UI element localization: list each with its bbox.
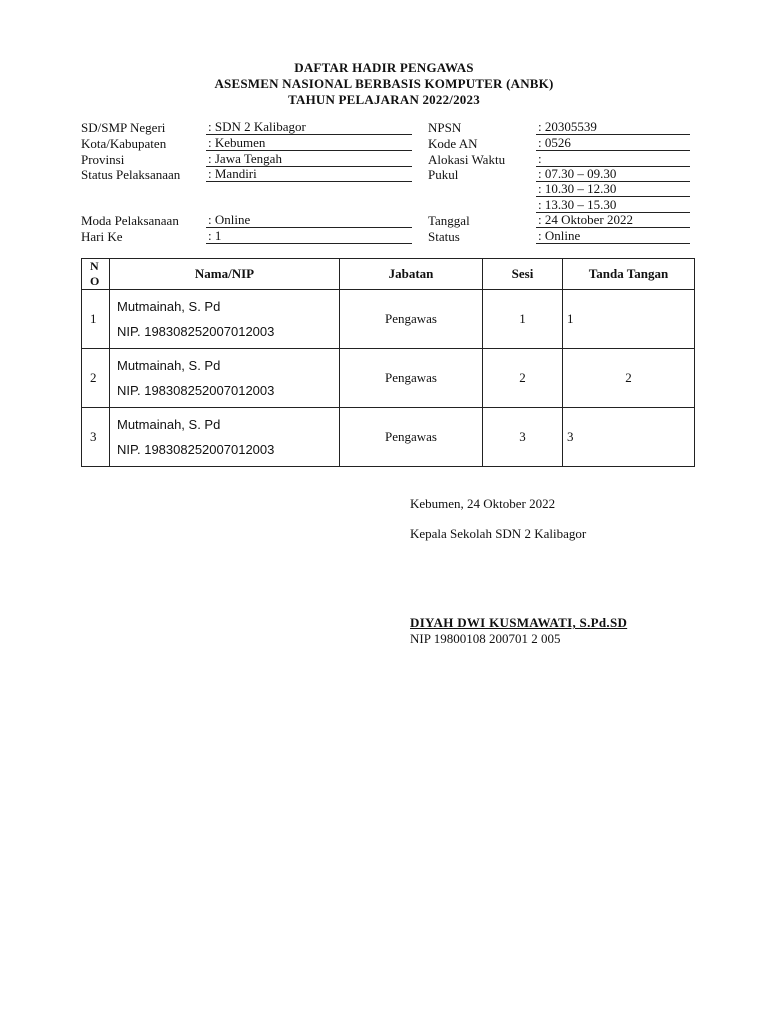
row-jabatan: Pengawas [340, 349, 483, 408]
title-line-2: ASESMEN NASIONAL BERBASIS KOMPUTER (ANBK) [214, 76, 554, 91]
pukul-value-3: : 13.30 – 15.30 [536, 198, 690, 213]
status-label: Status [428, 229, 460, 244]
row-nip: NIP. 198308252007012003 [117, 324, 275, 339]
moda-label: Moda Pelaksanaan [81, 213, 179, 228]
place-date: Kebumen, 24 Oktober 2022 [410, 496, 556, 511]
signer-name: DIYAH DWI KUSMAWATI, S.Pd.SD [410, 615, 628, 630]
attendance-table [81, 258, 695, 467]
row-name-cell [110, 408, 340, 467]
row-name: Mutmainah, S. Pd [117, 358, 221, 373]
row-name: Mutmainah, S. Pd [117, 417, 221, 432]
city-value: : Kebumen [206, 136, 412, 151]
header-jabatan: Jabatan [340, 259, 483, 290]
alokasi-waktu-value: : [536, 152, 690, 167]
row-nip: NIP. 198308252007012003 [117, 442, 275, 457]
province-label: Provinsi [81, 152, 125, 167]
row-jabatan: Pengawas [340, 290, 483, 349]
row-jabatan: Pengawas [340, 408, 483, 467]
alokasi-waktu-label: Alokasi Waktu [428, 152, 506, 167]
title-line-3: TAHUN PELAJARAN 2022/2023 [288, 92, 480, 107]
npsn-value: : 20305539 [536, 120, 690, 135]
table-row [82, 408, 695, 467]
pukul-value-2: : 10.30 – 12.30 [536, 182, 690, 197]
title-line-1: DAFTAR HADIR PENGAWAS [294, 60, 474, 75]
school-value: : SDN 2 Kalibagor [206, 120, 412, 135]
header-no [82, 259, 110, 290]
signer-position: Kepala Sekolah SDN 2 Kalibagor [410, 526, 587, 541]
pukul-label: Pukul [428, 167, 459, 182]
moda-value: : Online [206, 213, 412, 228]
status-value: : Online [536, 229, 690, 244]
row-nip: NIP. 198308252007012003 [117, 383, 275, 398]
pukul-value-1: : 07.30 – 09.30 [536, 167, 690, 182]
province-value: : Jawa Tengah [206, 152, 412, 167]
row-no: 3 [82, 408, 110, 467]
row-sesi: 1 [483, 290, 563, 349]
school-label: SD/SMP Negeri [81, 120, 166, 135]
row-sesi: 2 [483, 349, 563, 408]
table-header-row [82, 259, 695, 290]
header-no-line2: O [90, 274, 100, 288]
header-tanda-tangan: Tanda Tangan [563, 259, 695, 290]
row-signature: 2 [563, 349, 695, 408]
header-sesi: Sesi [483, 259, 563, 290]
npsn-label: NPSN [428, 120, 462, 135]
row-name: Mutmainah, S. Pd [117, 299, 221, 314]
tanggal-value: : 24 Oktober 2022 [536, 213, 690, 228]
status-pelaksanaan-label: Status Pelaksanaan [81, 167, 181, 182]
signer-nip: NIP 19800108 200701 2 005 [410, 631, 561, 646]
row-signature: 1 [563, 290, 695, 349]
row-no: 1 [82, 290, 110, 349]
hari-label: Hari Ke [81, 229, 123, 244]
row-signature: 3 [563, 408, 695, 467]
row-name-cell [110, 349, 340, 408]
city-label: Kota/Kabupaten [81, 136, 167, 151]
kode-an-value: : 0526 [536, 136, 690, 151]
table-row [82, 349, 695, 408]
table-row [82, 290, 695, 349]
row-name-cell [110, 290, 340, 349]
row-sesi: 3 [483, 408, 563, 467]
hari-value: : 1 [206, 229, 412, 244]
row-no: 2 [82, 349, 110, 408]
kode-an-label: Kode AN [428, 136, 478, 151]
header-name: Nama/NIP [110, 259, 340, 290]
status-pelaksanaan-value: : Mandiri [206, 167, 412, 182]
header-no-line1: N [90, 259, 99, 273]
tanggal-label: Tanggal [428, 213, 470, 228]
